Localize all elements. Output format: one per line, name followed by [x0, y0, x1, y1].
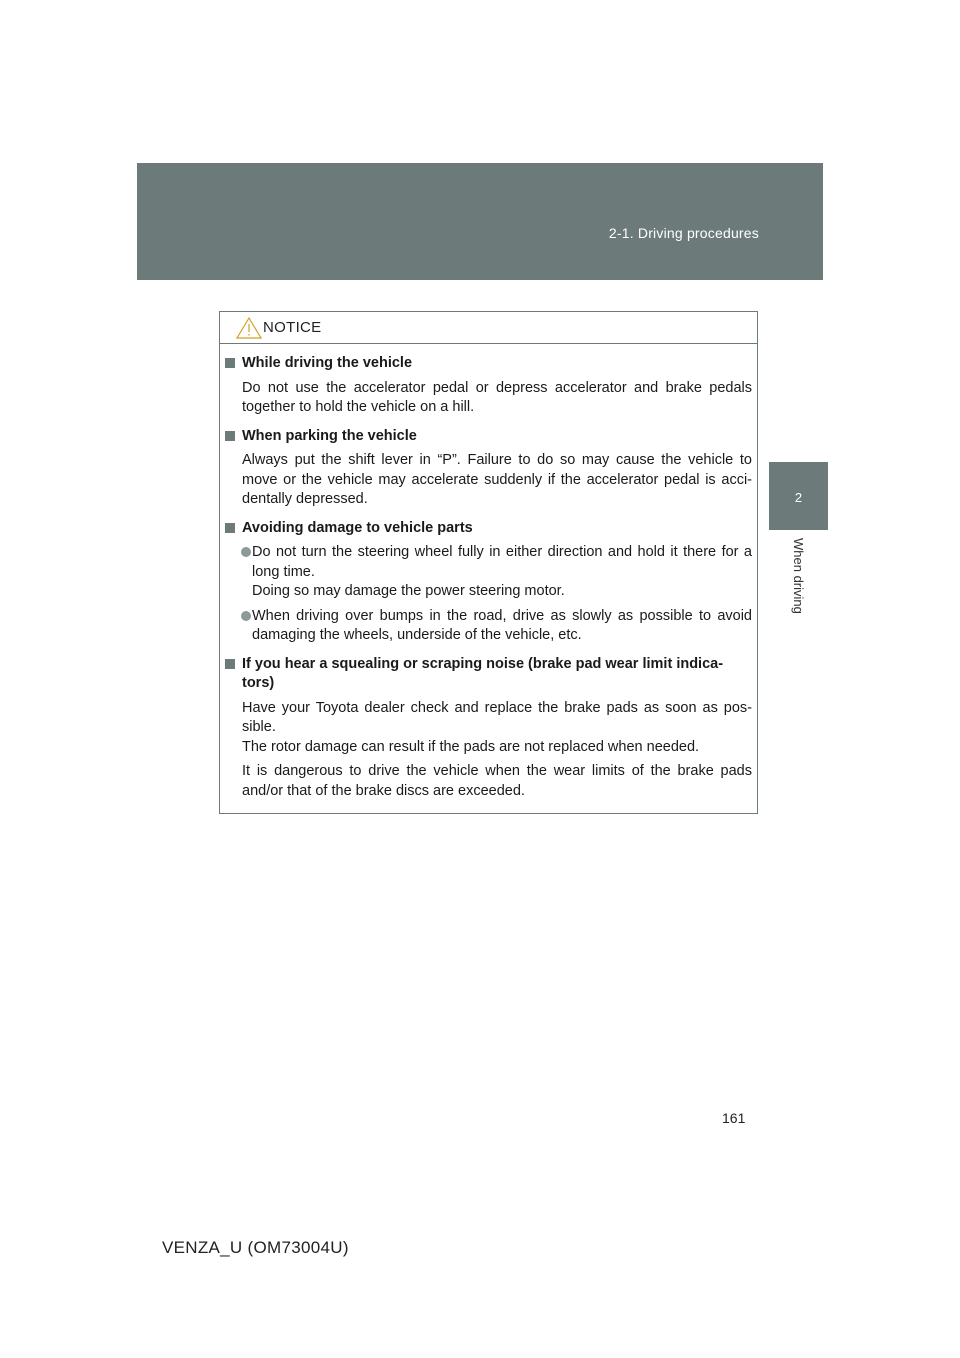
page-number: 161 — [722, 1110, 746, 1126]
square-bullet-icon — [225, 358, 235, 368]
notice-header — [220, 312, 757, 344]
section-heading: While driving the vehicle — [225, 354, 752, 374]
notice-body — [220, 344, 757, 801]
chapter-label: When driving — [791, 538, 806, 614]
bullet-item: Do not turn the steering wheel fully in either direction and hold it there for a long time. Doing so may damage the power steering motor. — [225, 543, 752, 602]
section-paragraph: It is dangerous to drive the vehicle when the wear limits of the brake pads and/or that of the brake discs are exceeded. — [242, 763, 752, 799]
section-heading: Avoiding damage to vehicle parts — [225, 519, 752, 539]
circle-bullet-icon — [241, 547, 251, 557]
section-paragraph: Always put the shift lever in “P”. Failure to do so may cause the vehicle to move or the vehicle may accelerate suddenly if the accelerator pedal is acci-dentally depressed. — [242, 452, 752, 507]
section-paragraph: Do not use the accelerator pedal or depress accelerator and brake pedals together to hold the vehicle on a hill. — [242, 379, 752, 415]
square-bullet-icon — [225, 659, 235, 669]
warning-triangle-icon — [235, 316, 263, 340]
chapter-tab — [769, 462, 828, 530]
square-bullet-icon — [225, 523, 235, 533]
bullet-item: When driving over bumps in the road, drive as slowly as possible to avoid damaging the wheels, underside of the vehicle, etc. — [225, 607, 752, 646]
header-band — [137, 163, 823, 280]
notice-box — [219, 311, 758, 814]
section-heading: When parking the vehicle — [225, 427, 752, 447]
document-id: VENZA_U (OM73004U) — [162, 1238, 349, 1257]
section-heading: If you hear a squealing or scraping noise (brake pad wear limit indica-tors) — [225, 655, 752, 694]
chapter-number: 2 — [794, 490, 803, 505]
circle-bullet-icon — [241, 611, 251, 621]
notice-title: NOTICE — [263, 319, 322, 336]
section-paragraph: Have your Toyota dealer check and replace the brake pads as soon as pos-sible. The rotor damage can result if the pads are not replaced when needed. — [242, 699, 752, 755]
square-bullet-icon — [225, 431, 235, 441]
section-title: 2-1. Driving procedures — [608, 225, 759, 241]
